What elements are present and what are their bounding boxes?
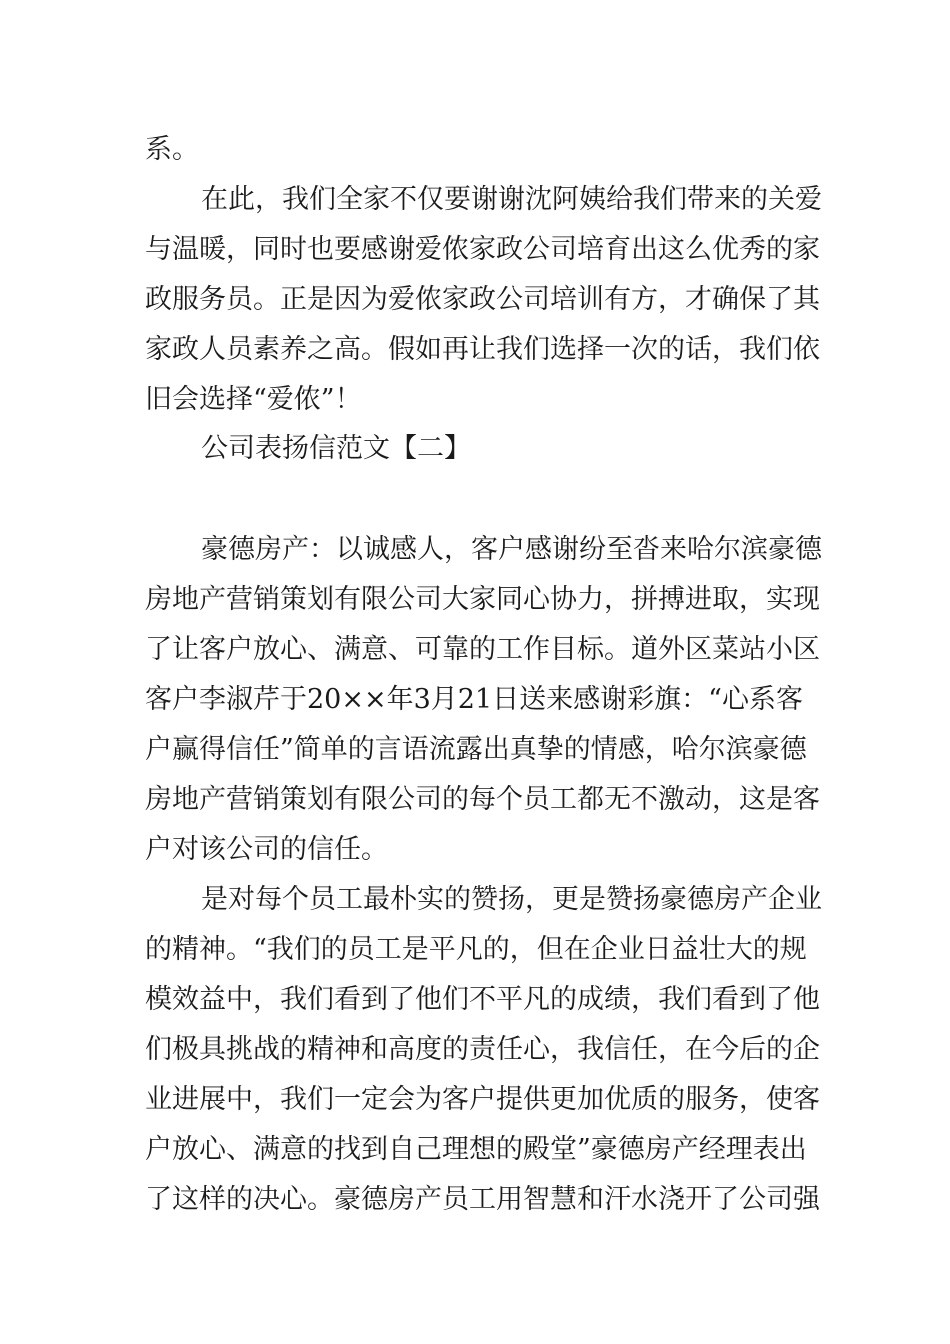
text-line: 的精神。“我们的员工是平凡的，但在企业日益壮大的规	[145, 934, 807, 965]
text-line: 房地产营销策划有限公司大家同心协力，拼搏进取，实现	[145, 584, 820, 615]
text-line: 在此，我们全家不仅要谢谢沈阿姨给我们带来的关爱	[201, 184, 822, 215]
text-line: 户对该公司的信任。	[145, 834, 388, 865]
text-line: 业进展中，我们一定会为客户提供更加优质的服务，使客	[145, 1084, 820, 1115]
text-line: 旧会选择“爱侬”！	[145, 384, 362, 415]
text-line: 们极具挑战的精神和高度的责任心，我信任，在今后的企	[145, 1034, 820, 1065]
text-line: 户放心、满意的找到自己理想的殿堂”豪德房产经理表出	[145, 1134, 807, 1165]
text-line: 家政人员素养之高。假如再让我们选择一次的话，我们依	[145, 334, 820, 365]
text-line: 客户李淑芹于20××年3月21日送来感谢彩旗：“心系客	[145, 684, 803, 715]
text-line: 房地产营销策划有限公司的每个员工都无不激动，这是客	[145, 784, 820, 815]
text-line: 政服务员。正是因为爱侬家政公司培训有方，才确保了其	[145, 284, 820, 315]
text-line: 了这样的决心。豪德房产员工用智慧和汗水浇开了公司强	[145, 1184, 820, 1215]
section-heading: 公司表扬信范文【二】	[201, 433, 471, 464]
text-line: 模效益中，我们看到了他们不平凡的成绩，我们看到了他	[145, 984, 820, 1015]
text-line: 了让客户放心、满意、可靠的工作目标。道外区菜站小区	[145, 634, 820, 665]
text-line: 户赢得信任”简单的言语流露出真挚的情感，哈尔滨豪德	[145, 734, 807, 765]
text-line: 系。	[145, 134, 199, 165]
text-line: 是对每个员工最朴实的赞扬，更是赞扬豪德房产企业	[201, 884, 822, 915]
text-line: 豪德房产：以诚感人，客户感谢纷至沓来哈尔滨豪德	[201, 534, 822, 565]
text-line: 与温暖，同时也要感谢爱侬家政公司培育出这么优秀的家	[145, 234, 820, 265]
